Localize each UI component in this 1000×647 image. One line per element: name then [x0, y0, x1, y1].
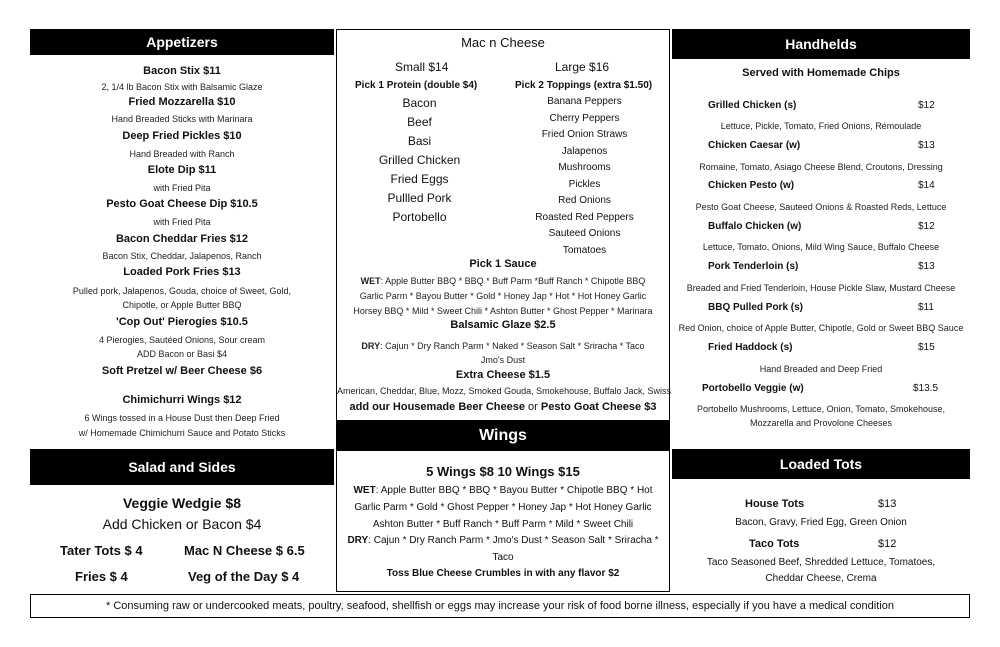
- handhelds-panel: [672, 59, 970, 449]
- loaded-tots-header: [672, 449, 970, 479]
- appetizer-desc: 4 Pierogies, Sautéed Onions, Sour cream: [98, 335, 266, 345]
- handhelds-header: [672, 29, 970, 59]
- handheld-name: BBQ Pulled Pork (s): [708, 302, 804, 313]
- wings-dry-line: [337, 535, 669, 546]
- handheld-price: $12: [918, 100, 935, 111]
- topping-item: Roasted Red Peppers: [535, 211, 634, 223]
- appetizer-desc: Hand Breaded with Ranch: [129, 149, 235, 159]
- mac-small-price: Small $14: [395, 60, 449, 74]
- wing-sizes: 5 Wings $8 10 Wings $15: [426, 464, 580, 479]
- add-protein: Add Chicken or Bacon $4: [102, 516, 262, 532]
- handheld-price: $14: [918, 180, 935, 191]
- handheld-desc: Romaine, Tomato, Asiago Cheese Blend, Croutons, Dressing: [699, 162, 943, 172]
- handheld-desc: Lettuce, Tomato, Onions, Mild Wing Sauce, Buffalo Cheese: [702, 242, 940, 252]
- dry-label: DRY: [361, 341, 381, 351]
- protein-item: Basi: [407, 134, 432, 148]
- mac-large-price: Large $16: [555, 60, 610, 74]
- beer-cheese: add our Housemade Beer Cheese: [349, 401, 525, 413]
- or-text: or: [524, 401, 541, 413]
- handheld-desc: Breaded and Fried Tenderloin, House Pickle Slaw, Mustard Cheese: [686, 283, 956, 293]
- topping-item: Jalapenos: [561, 145, 608, 157]
- appetizers-panel: [30, 55, 334, 447]
- house-tots-price: $13: [878, 498, 897, 510]
- appetizer-name: Elote Dip $11: [147, 164, 217, 176]
- veggie-wedgie: Veggie Wedgie $8: [122, 495, 241, 511]
- appetizer-desc: 2, 1/4 lb Bacon Stix with Balsamic Glaze: [101, 82, 263, 92]
- topping-item: Tomatoes: [562, 244, 607, 256]
- topping-item: Red Onions: [558, 195, 611, 206]
- appetizers-header: [30, 29, 334, 55]
- salad-title: Salad and Sides: [128, 459, 236, 475]
- mac-panel: [336, 29, 670, 421]
- topping-item: Mushrooms: [558, 162, 611, 173]
- handheld-price: $13.5: [913, 383, 939, 394]
- wet-sauces: : Apple Butter BBQ * BBQ * Bayou Butter * Chipotle BBQ * Hot: [375, 485, 653, 496]
- sauce-heading: Pick 1 Sauce: [469, 258, 537, 270]
- appetizer-name: Soft Pretzel w/ Beer Cheese $6: [101, 365, 263, 377]
- wings-panel: [336, 451, 670, 592]
- dry-sauces: : Cajun * Dry Ranch Parm * Jmo's Dust * Season Salt * Sriracha *: [368, 535, 659, 546]
- handheld-name: Buffalo Chicken (w): [708, 221, 802, 232]
- salad-header: [30, 449, 334, 485]
- appetizer-name: Pesto Goat Cheese Dip $10.5: [106, 198, 258, 210]
- loaded-tots-title: Loaded Tots: [779, 456, 863, 472]
- protein-item: Grilled Chicken: [378, 153, 461, 167]
- handheld-name: Pork Tenderloin (s): [708, 261, 799, 272]
- wings-wet-line: Garlic Parm * Gold * Ghost Pepper * Honey Jap * Hot Honey Garlic: [354, 502, 652, 513]
- appetizer-desc: Pulled pork, Jalapenos, Gouda, choice of Sweet, Gold,: [72, 286, 292, 296]
- tater-tots: Tater Tots $ 4: [60, 543, 143, 558]
- handhelds-subtitle: Served with Homemade Chips: [742, 67, 900, 79]
- appetizer-name: Loaded Pork Fries $13: [123, 266, 241, 278]
- handheld-desc: Hand Breaded and Deep Fried: [759, 364, 883, 374]
- pesto-cheese: Pesto Goat Cheese $3: [540, 401, 657, 413]
- protein-heading: Pick 1 Protein (double $4): [355, 80, 478, 91]
- mac-wet-line: Garlic Parm * Bayou Butter * Gold * Honey Jap * Hot * Hot Honey Garlic: [359, 291, 647, 301]
- appetizer-desc: Hand Breaded Sticks with Marinara: [111, 114, 253, 124]
- wings-dry-line: Taco: [492, 552, 514, 563]
- handheld-price: $13: [918, 140, 935, 151]
- appetizer-name: 'Cop Out' Pierogies $10.5: [116, 316, 248, 328]
- appetizer-desc: with Fried Pita: [153, 183, 211, 193]
- toppings-heading: Pick 2 Toppings (extra $1.50): [515, 80, 653, 91]
- house-tots-name: House Tots: [745, 498, 805, 510]
- extra-cheese-heading: Extra Cheese $1.5: [455, 369, 551, 381]
- dry-label: DRY: [347, 535, 369, 546]
- handheld-price: $11: [918, 302, 934, 313]
- balsamic-glaze: Balsamic Glaze $2.5: [450, 319, 556, 331]
- handheld-desc: Lettuce, Pickle, Tomato, Fried Onions, Rémoulade: [720, 121, 922, 131]
- veg-of-day: Veg of the Day $ 4: [188, 569, 300, 584]
- mac-dry-line: Jmo's Dust: [480, 355, 526, 365]
- appetizers-title: Appetizers: [146, 34, 218, 50]
- loaded-tots-panel: [672, 479, 970, 592]
- blue-cheese-toss: Toss Blue Cheese Crumbles in with any flavor $2: [386, 568, 620, 579]
- mac-wet-line: [337, 276, 669, 286]
- appetizer-desc: w/ Homemade Chimichurri Sauce and Potato Sticks: [78, 428, 286, 438]
- wet-sauces: : Apple Butter BBQ * BBQ * Buff Parm *Buff Ranch * Chipotle BBQ: [380, 276, 646, 286]
- footer-disclaimer-box: [30, 594, 970, 618]
- appetizer-name: Bacon Stix $11: [143, 65, 221, 77]
- fries-side: Fries $ 4: [75, 569, 128, 584]
- wings-wet-line: [337, 485, 669, 496]
- footer-disclaimer: * Consuming raw or undercooked meats, poultry, seafood, shellfish or eggs may increase your risk of food borne illness, especially if you have a medical condition: [106, 600, 894, 612]
- topping-item: Sauteed Onions: [548, 228, 621, 239]
- topping-item: Fried Onion Straws: [541, 129, 628, 140]
- taco-tots-price: $12: [878, 538, 897, 550]
- taco-tots-desc: Cheddar Cheese, Crema: [765, 573, 877, 584]
- handhelds-title: Handhelds: [785, 36, 857, 52]
- wet-label: WET: [353, 485, 376, 496]
- taco-tots-name: Taco Tots: [749, 538, 800, 550]
- handheld-desc: Portobello Mushrooms, Lettuce, Onion, Tomato, Smokehouse,: [697, 404, 945, 414]
- dry-sauces: : Cajun * Dry Ranch Parm * Naked * Season Salt * Sriracha * Taco: [380, 341, 645, 351]
- handheld-desc: Mozzarella and Provolone Cheeses: [749, 418, 893, 428]
- wings-wet-line: Ashton Butter * Buff Ranch * Buff Parm * Mild * Sweet Chili: [372, 519, 634, 530]
- handheld-name: Portobello Veggie (w): [702, 383, 804, 394]
- protein-item: Bacon: [402, 96, 437, 110]
- protein-item: Pullled Pork: [387, 191, 452, 205]
- handheld-desc: Red Onion, choice of Apple Butter, Chipotle, Gold or Sweet BBQ Sauce: [678, 323, 964, 333]
- handheld-name: Chicken Pesto (w): [708, 180, 795, 191]
- appetizer-name: Bacon Cheddar Fries $12: [115, 233, 249, 245]
- handheld-name: Grilled Chicken (s): [708, 100, 797, 111]
- wings-header: [336, 421, 670, 451]
- mac-dry-line: [337, 341, 669, 351]
- topping-item: Banana Peppers: [547, 96, 622, 107]
- extra-cheese-list: American, Cheddar, Blue, Mozz, Smoked Gouda, Smokehouse, Buffalo Jack, Swiss: [337, 386, 671, 396]
- handheld-name: Chicken Caesar (w): [708, 140, 801, 151]
- mac-wet-line: Horsey BBQ * Mild * Sweet Chili * Ashton Butter * Ghost Pepper * Marinara: [353, 306, 653, 316]
- appetizer-desc: Bacon Stix, Cheddar, Jalapenos, Ranch: [102, 251, 262, 261]
- topping-item: Pickles: [568, 178, 601, 190]
- wet-label: WET: [360, 276, 381, 286]
- mac-side: Mac N Cheese $ 6.5: [184, 543, 305, 558]
- protein-item: Beef: [407, 115, 432, 129]
- appetizer-desc: with Fried Pita: [153, 217, 211, 227]
- salad-panel: [30, 485, 334, 592]
- appetizer-desc: 6 Wings tossed in a House Dust then Deep Fried: [84, 413, 280, 423]
- appetizer-desc: ADD Bacon or Basi $4: [136, 349, 228, 359]
- handheld-price: $12: [918, 221, 935, 232]
- house-tots-desc: Bacon, Gravy, Fried Egg, Green Onion: [735, 517, 907, 528]
- handheld-price: $13: [918, 261, 935, 272]
- appetizer-name: Chimichurri Wings $12: [122, 394, 242, 406]
- topping-item: Cherry Peppers: [549, 112, 620, 124]
- mac-title: Mac n Cheese: [461, 35, 545, 50]
- handheld-price: $15: [918, 342, 935, 353]
- housemade-cheese-line: [337, 401, 669, 413]
- wings-title: Wings: [479, 427, 527, 444]
- appetizer-desc: Chipotle, or Apple Butter BBQ: [122, 300, 242, 310]
- appetizer-name: Fried Mozzarella $10: [128, 96, 236, 108]
- handheld-desc: Pesto Goat Cheese, Sauteed Onions & Roasted Reds, Lettuce: [695, 202, 947, 212]
- taco-tots-desc: Taco Seasoned Beef, Shredded Lettuce, Tomatoes,: [706, 557, 936, 568]
- protein-item: Portobello: [392, 210, 447, 224]
- protein-item: Fried Eggs: [390, 172, 449, 186]
- handheld-name: Fried Haddock (s): [708, 342, 793, 353]
- appetizer-name: Deep Fried Pickles $10: [122, 130, 242, 142]
